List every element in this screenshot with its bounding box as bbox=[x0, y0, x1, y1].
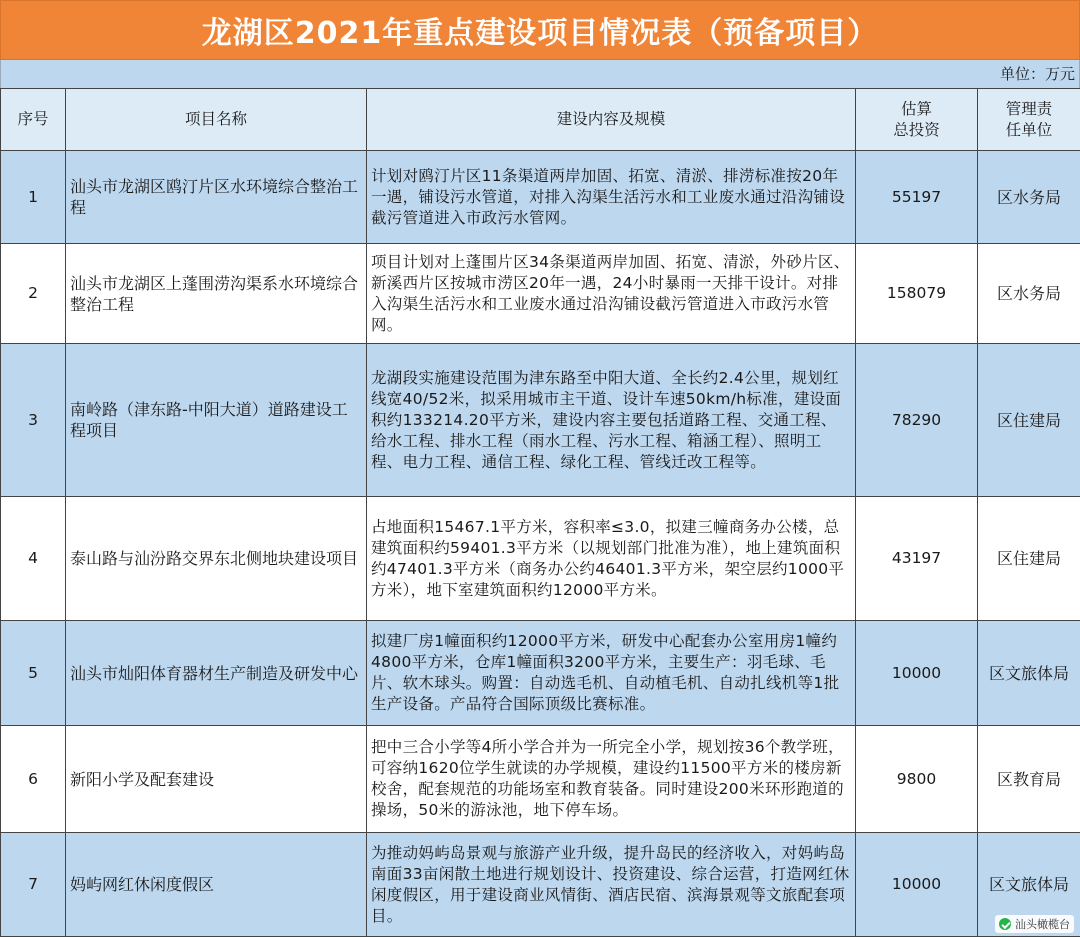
cell-content: 项目计划对上蓬围片区34条渠道两岸加固、拓宽、清淤，外砂片区、新溪西片区按城市涝区20年一遇，24小时暴雨一天排干设计。对排入沟渠生活污水和工业废水通过沿沟铺设截污管道进入市政污水管网。 bbox=[367, 244, 856, 344]
cell-name: 汕头市龙湖区上蓬围涝沟渠系水环境综合整治工程 bbox=[66, 244, 367, 344]
cell-dept: 区水务局 bbox=[978, 151, 1080, 244]
cell-dept: 区水务局 bbox=[978, 244, 1080, 344]
cell-dept: 区文旅体局 bbox=[978, 833, 1080, 937]
watermark-text: 汕头橄榄台 bbox=[1015, 918, 1070, 931]
cell-no: 5 bbox=[1, 621, 66, 726]
cell-content: 为推动妈屿岛景观与旅游产业升级，提升岛民的经济收入，对妈屿岛南面33亩闲散土地进行规划设计、投资建设、综合运营，打造网红休闲度假区，用于建设商业风情街、酒店民宿、滨海景观等文旅配套项目。 bbox=[367, 833, 856, 937]
table-row bbox=[1, 621, 1080, 726]
cell-name: 妈屿网红休闲度假区 bbox=[66, 833, 367, 937]
cell-content: 拟建厂房1幢面积约12000平方米，研发中心配套办公室用房1幢约4800平方米，仓库1幢面积3200平方米，主要生产：羽毛球、毛片、软木球头。购置：自动选毛机、自动植毛机、自动扎线机等1批生产设备。产品符合国际顶级比赛标准。 bbox=[367, 621, 856, 726]
cell-investment: 78290 bbox=[856, 344, 978, 497]
header-unit-line1: 管理责 bbox=[1005, 99, 1053, 118]
cell-content: 龙湖段实施建设范围为津东路至中阳大道、全长约2.4公里，规划红线宽40/52米，拟采用城市主干道、设计车速50km/h标准，建设面积约133214.20平方米，建设内容主要包括道路工程、交通工程、给水工程、排水工程（雨水工程、污水工程、箱涵工程）、照明工程、电力工程、通信工程、绿化工程、管线迁改工程等。 bbox=[367, 344, 856, 497]
table-row bbox=[1, 726, 1080, 833]
cell-investment: 10000 bbox=[856, 621, 978, 726]
cell-content: 把中三合小学等4所小学合并为一所完全小学，规划按36个教学班，可容纳1620位学生就读的办学规模，建设约11500平方米的楼房新校舍，配套规范的功能场室和教育装备。同时建设200米环形跑道的操场，50米的游泳池，地下停车场。 bbox=[367, 726, 856, 833]
cell-name: 泰山路与汕汾路交界东北侧地块建设项目 bbox=[66, 497, 367, 621]
unit-label: 单位：万元 bbox=[0, 60, 1080, 88]
cell-no: 3 bbox=[1, 344, 66, 497]
watermark bbox=[995, 915, 1074, 933]
cell-dept: 区住建局 bbox=[978, 344, 1080, 497]
cell-investment: 43197 bbox=[856, 497, 978, 621]
header-unit-line2: 任单位 bbox=[1005, 120, 1053, 139]
cell-name: 新阳小学及配套建设 bbox=[66, 726, 367, 833]
check-bubble-icon bbox=[999, 918, 1011, 930]
cell-name: 汕头市灿阳体育器材生产制造及研发中心 bbox=[66, 621, 367, 726]
projects-table bbox=[0, 88, 1080, 937]
header-no: 序号 bbox=[1, 89, 66, 151]
cell-investment: 10000 bbox=[856, 833, 978, 937]
cell-name: 南岭路（津东路-中阳大道）道路建设工程项目 bbox=[66, 344, 367, 497]
header-investment bbox=[856, 89, 978, 151]
cell-no: 1 bbox=[1, 151, 66, 244]
cell-content: 计划对鸥汀片区11条渠道两岸加固、拓宽、清淤、排涝标准按20年一遇，铺设污水管道，对排入沟渠生活污水和工业废水通过沿沟铺设截污管道进入市政污水管网。 bbox=[367, 151, 856, 244]
cell-content: 占地面积15467.1平方米，容积率≤3.0，拟建三幢商务办公楼，总建筑面积约59401.3平方米（以规划部门批准为准），地上建筑面积约47401.3平方米（商务办公约46401.3平方米，架空层约1000平方米），地下室建筑面积约12000平方米。 bbox=[367, 497, 856, 621]
cell-investment: 9800 bbox=[856, 726, 978, 833]
header-investment-line1: 估算 bbox=[900, 99, 932, 118]
table-row bbox=[1, 833, 1080, 937]
cell-name: 汕头市龙湖区鸥汀片区水环境综合整治工程 bbox=[66, 151, 367, 244]
header-investment-line2: 总投资 bbox=[893, 120, 940, 139]
table-row bbox=[1, 151, 1080, 244]
cell-no: 6 bbox=[1, 726, 66, 833]
header-content: 建设内容及规模 bbox=[367, 89, 856, 151]
cell-dept: 区教育局 bbox=[978, 726, 1080, 833]
header-unit bbox=[978, 89, 1080, 151]
table-row bbox=[1, 244, 1080, 344]
table-row bbox=[1, 344, 1080, 497]
table-row bbox=[1, 497, 1080, 621]
cell-investment: 158079 bbox=[856, 244, 978, 344]
cell-dept: 区住建局 bbox=[978, 497, 1080, 621]
cell-no: 4 bbox=[1, 497, 66, 621]
cell-dept: 区文旅体局 bbox=[978, 621, 1080, 726]
cell-no: 7 bbox=[1, 833, 66, 937]
page-title: 龙湖区2021年重点建设项目情况表（预备项目） bbox=[0, 0, 1080, 60]
cell-investment: 55197 bbox=[856, 151, 978, 244]
cell-no: 2 bbox=[1, 244, 66, 344]
table-header-row bbox=[1, 89, 1080, 151]
header-name: 项目名称 bbox=[66, 89, 367, 151]
